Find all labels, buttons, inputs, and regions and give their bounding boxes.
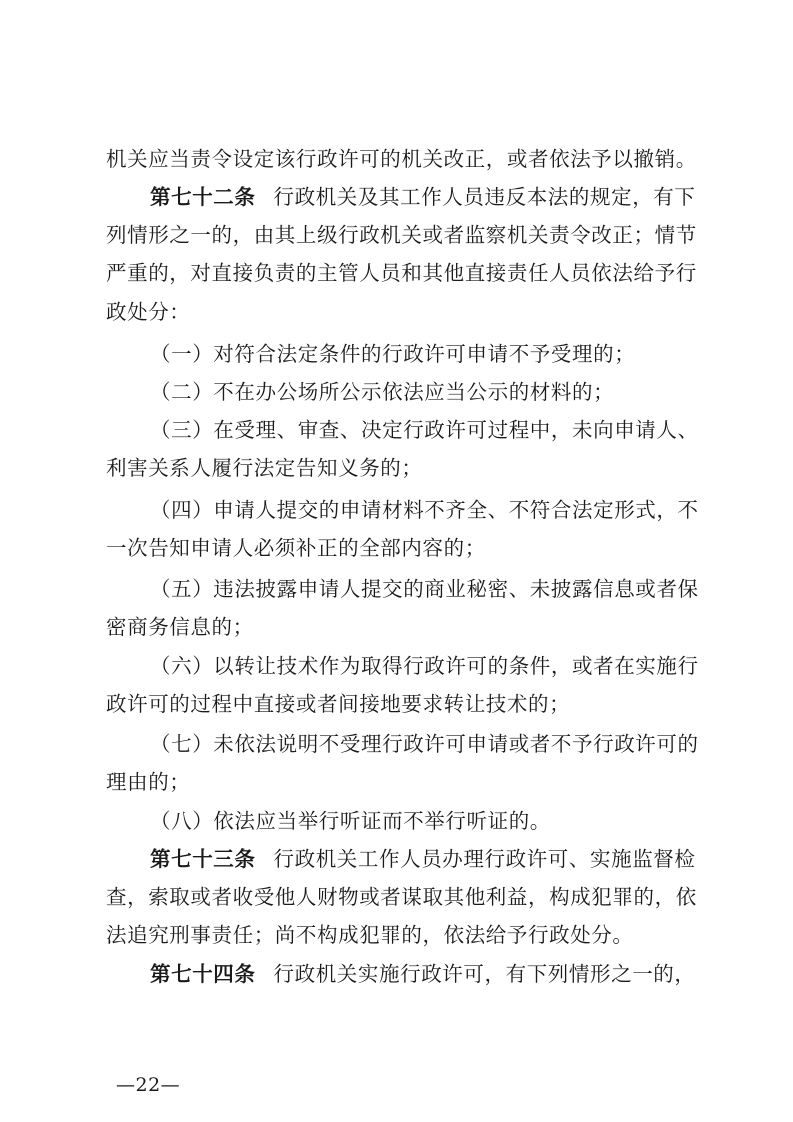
line-text: 行政机关实施行政许可，有下列情形之一的， [273, 962, 696, 986]
text-line [106, 146, 696, 172]
text-line [106, 922, 696, 948]
list-item-3 [150, 417, 699, 443]
line-text: 密商务信息的； [106, 615, 254, 639]
line-text: （七）未依法说明不受理行政许可申请或者不予行政许可的 [150, 732, 699, 756]
list-item-1 [150, 341, 696, 367]
line-text: 查，索取或者收受他人财物或者谋取其他利益，构成犯罪的，依 [106, 885, 697, 909]
line-text: 行政机关及其工作人员违反本法的规定，有下 [273, 185, 696, 209]
line-text: （八）依法应当举行听证而不举行听证的。 [150, 809, 551, 833]
text-line [106, 260, 696, 286]
text-line [106, 222, 696, 248]
text-line [106, 884, 696, 910]
text-line [106, 535, 696, 561]
line-text: 利害关系人履行法定告知义务的； [106, 456, 423, 480]
article-72-heading-line [150, 184, 696, 210]
article-72-label: 第七十二条 [150, 185, 256, 209]
article-73-label: 第七十三条 [150, 847, 256, 871]
list-item-8 [150, 808, 696, 834]
line-text: 行政机关工作人员办理行政许可、实施监督检 [273, 847, 696, 871]
line-text: 机关应当责令设定该行政许可的机关改正，或者依法予以撤销。 [106, 147, 697, 171]
article-73-heading-line [150, 846, 696, 872]
text-line [106, 769, 696, 795]
text-line [106, 455, 696, 481]
line-text: （四）申请人提交的申请材料不齐全、不符合法定形式，不 [150, 498, 699, 522]
line-text: 列情形之一的，由其上级行政机关或者监察机关责令改正；情节 [106, 223, 697, 247]
article-74-label: 第七十四条 [150, 962, 256, 986]
text-line [106, 614, 696, 640]
text-line [106, 299, 696, 325]
line-text: 一次告知申请人必须补正的全部内容的； [106, 536, 486, 560]
article-74-heading-line [150, 961, 696, 987]
line-text: （五）违法披露申请人提交的商业秘密、未披露信息或者保 [150, 577, 699, 601]
line-text: （二）不在办公场所公示依法应当公示的材料的； [150, 380, 615, 404]
line-text: （三）在受理、审查、决定行政许可过程中，未向申请人、 [150, 418, 699, 442]
list-item-2 [150, 379, 696, 405]
line-text: （六）以转让技术作为取得行政许可的条件，或者在实施行 [150, 654, 699, 678]
line-text: 法追究刑事责任；尚不构成犯罪的，依法给予行政处分。 [106, 923, 634, 947]
line-text: 政许可的过程中直接或者间接地要求转让技术的； [106, 692, 571, 716]
line-text: 理由的； [106, 770, 191, 794]
list-item-6 [150, 653, 699, 679]
page-number: —22— [116, 1074, 181, 1096]
line-text: 严重的，对直接负责的主管人员和其他直接责任人员依法给予行 [106, 261, 697, 285]
list-item-5 [150, 576, 699, 602]
list-item-7 [150, 731, 699, 757]
line-text: 政处分： [106, 300, 191, 324]
text-line [106, 691, 696, 717]
list-item-4 [150, 497, 699, 523]
line-text: （一）对符合法定条件的行政许可申请不予受理的； [150, 342, 636, 366]
